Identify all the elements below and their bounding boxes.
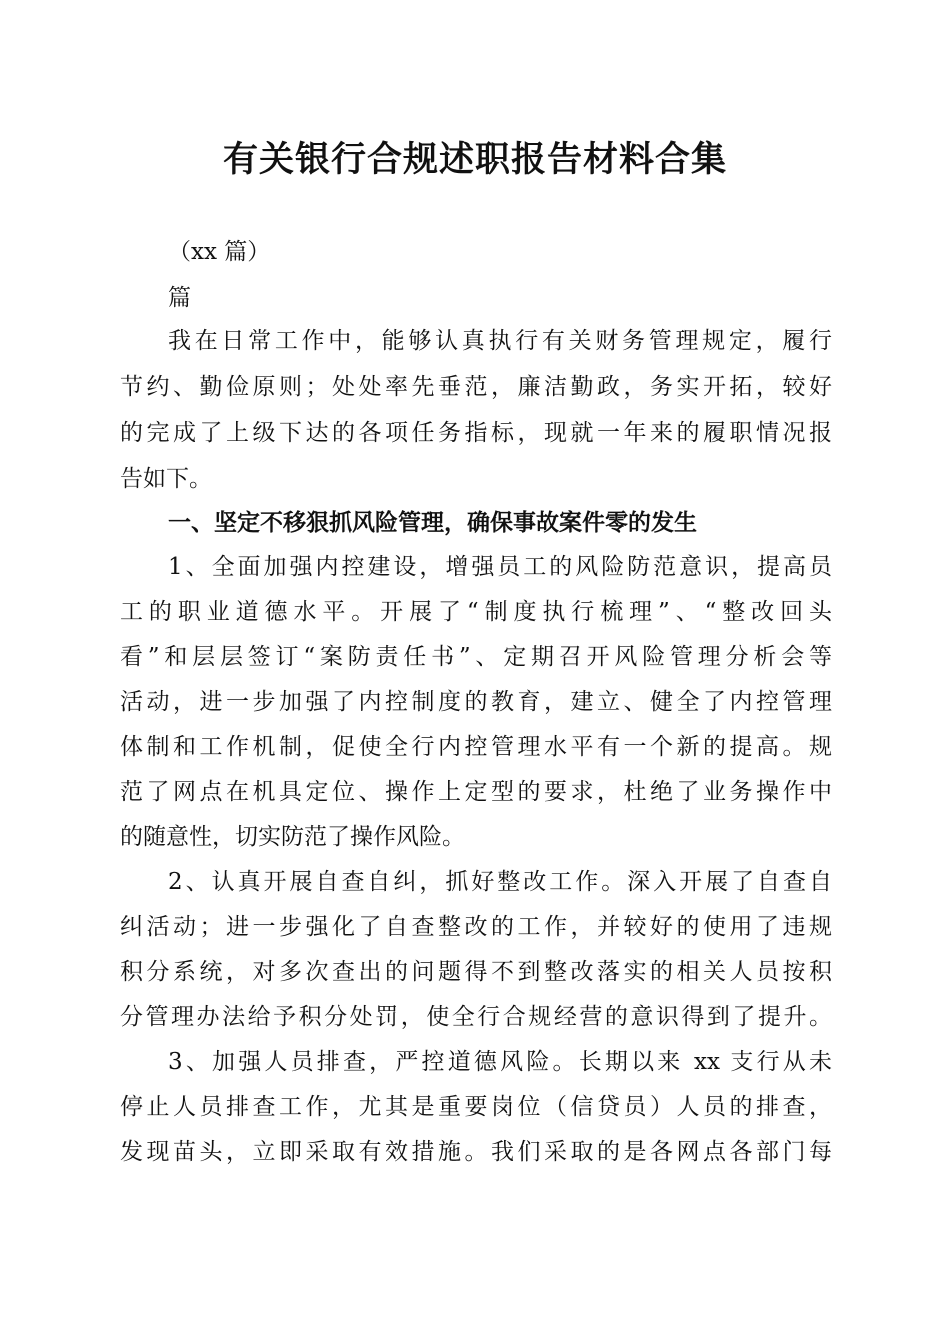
document-subtitle: （xx 篇） (168, 239, 271, 265)
item2-line: 纠活动；进一步强化了自查整改的工作，并较好的使用了违规 (120, 914, 832, 940)
item1-line: 1、全面加强内控建设，增强员工的风险防范意识，提高员 (168, 554, 832, 580)
item3-line: 发现苗头，立即采取有效措施。我们采取的是各网点各部门每 (120, 1139, 832, 1165)
section-heading: 一、坚定不移狠抓风险管理，确保事故案件零的发生 (168, 509, 697, 536)
intro-line: 节约、勤俭原则；处处率先垂范，廉洁勤政，务实开拓，较好 (120, 374, 832, 400)
item1-line: 活动，进一步加强了内控制度的教育，建立、健全了内控管理 (120, 689, 832, 715)
item1-line: 工的职业道德水平。开展了“制度执行梳理”、“整改回头 (120, 599, 832, 625)
document-title: 有关银行合规述职报告材料合集 (222, 139, 727, 180)
item1-line: 的随意性，切实防范了操作风险。 (120, 824, 465, 850)
item2-line: 2、认真开展自查自纠，抓好整改工作。深入开展了自查自 (168, 869, 832, 895)
item1-line: 范了网点在机具定位、操作上定型的要求，杜绝了业务操作中 (120, 779, 832, 805)
item1-line: 看”和层层签订“案防责任书”、定期召开风险管理分析会等 (120, 644, 832, 670)
intro-line: 我在日常工作中，能够认真执行有关财务管理规定，履行 (168, 328, 832, 354)
intro-line: 告如下。 (120, 466, 212, 492)
intro-line: 的完成了上级下达的各项任务指标，现就一年来的履职情况报 (120, 420, 832, 446)
item3-line: 3、加强人员排查，严控道德风险。长期以来 xx 支行从未 (168, 1049, 832, 1075)
item2-line: 分管理办法给予积分处罚，使全行合规经营的意识得到了提升。 (120, 1004, 832, 1030)
section-label: 篇 (168, 285, 191, 311)
item3-line: 停止人员排查工作，尤其是重要岗位（信贷员）人员的排查， (120, 1094, 832, 1120)
item2-line: 积分系统，对多次查出的问题得不到整改落实的相关人员按积 (120, 959, 832, 985)
item1-line: 体制和工作机制，促使全行内控管理水平有一个新的提高。规 (120, 734, 832, 760)
